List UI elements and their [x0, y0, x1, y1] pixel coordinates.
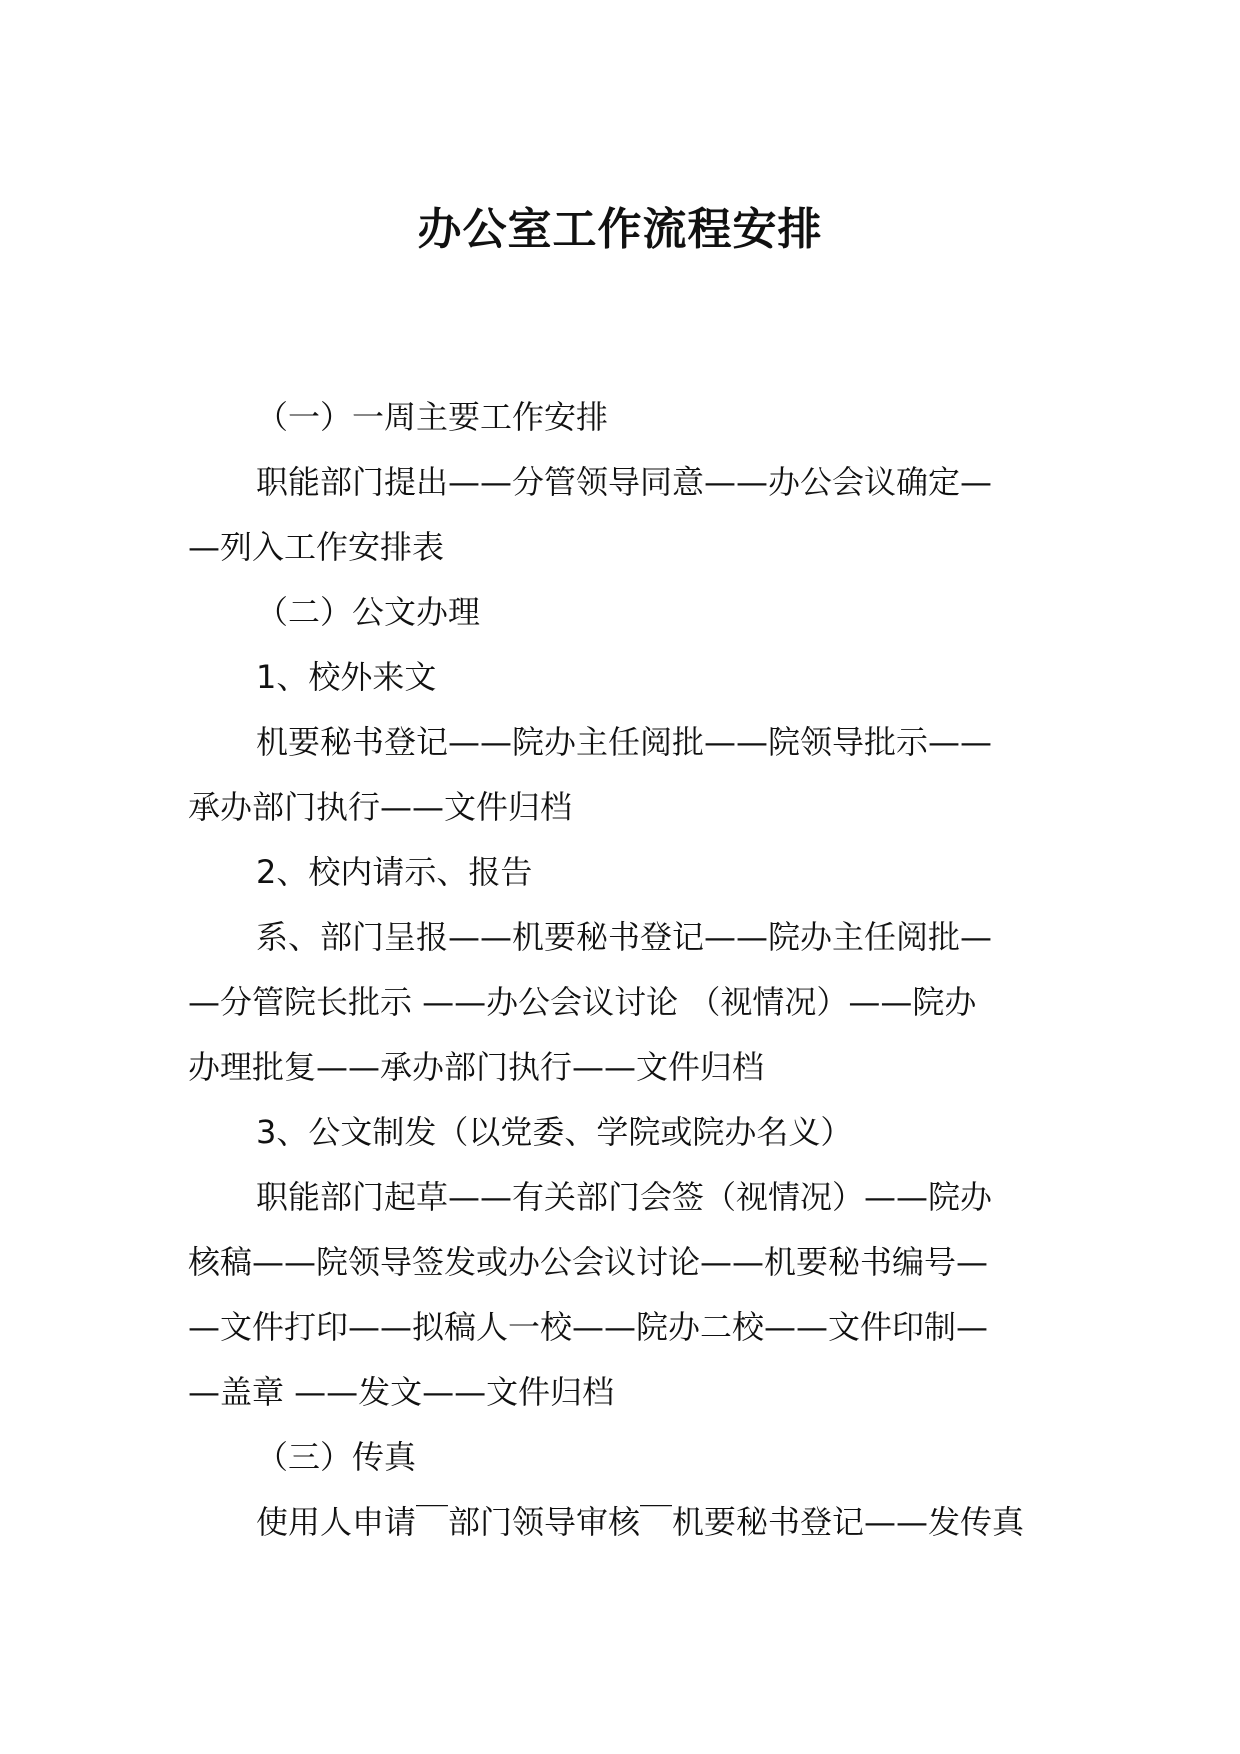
- paragraph-line: —文件打印——拟稿人一校——院办二校——文件印制—: [188, 1308, 989, 1346]
- section-heading-2: （二）公文办理: [256, 593, 481, 631]
- paragraph-line: 机要秘书登记——院办主任阅批——院领导批示——: [256, 723, 993, 761]
- section-heading-1: （一）一周主要工作安排: [256, 398, 609, 436]
- paragraph-line: 使用人申请￣部门领导审核￣机要秘书登记——发传真: [256, 1503, 1025, 1541]
- document-body: [188, 385, 1056, 1555]
- paragraph-line: 系、部门呈报——机要秘书登记——院办主任阅批—: [256, 918, 993, 956]
- document-title: 办公室工作流程安排: [417, 204, 823, 255]
- paragraph-line: —分管院长批示 ——办公会议讨论 （视情况）——院办: [188, 983, 977, 1021]
- subsection-heading-2: 2、校内请示、报告: [256, 853, 533, 891]
- paragraph-line: 办理批复——承办部门执行——文件归档: [188, 1048, 765, 1086]
- subsection-heading-3: 3、公文制发（以党委、学院或院办名义）: [256, 1113, 853, 1151]
- section-heading-3: （三）传真: [256, 1438, 417, 1476]
- subsection-heading-1: 1、校外来文: [256, 658, 437, 696]
- paragraph-line: —盖章 ——发文——文件归档: [188, 1373, 615, 1411]
- paragraph-line: 职能部门提出——分管领导同意——办公会议确定—: [256, 463, 993, 501]
- paragraph-line: —列入工作安排表: [188, 528, 445, 566]
- paragraph-line: 承办部门执行——文件归档: [188, 788, 573, 826]
- paragraph-line: 职能部门起草——有关部门会签（视情况）——院办: [256, 1178, 993, 1216]
- paragraph-line: 核稿——院领导签发或办公会议讨论——机要秘书编号—: [188, 1243, 989, 1281]
